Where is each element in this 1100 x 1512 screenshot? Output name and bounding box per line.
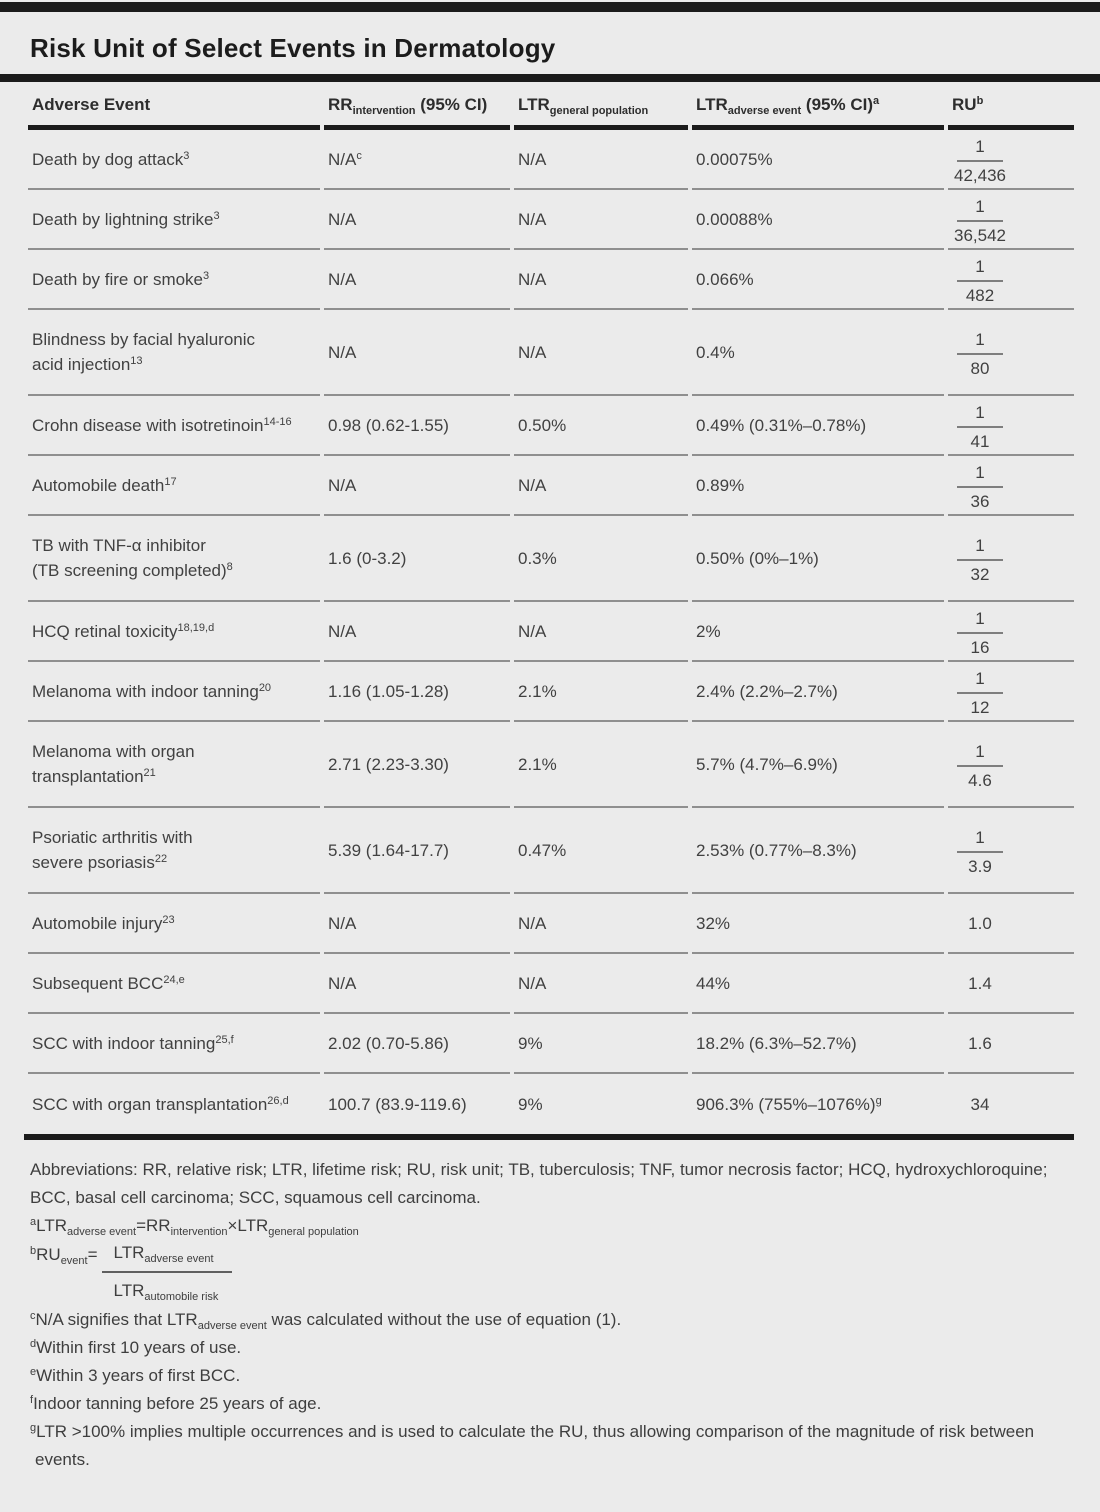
rr-intervention-cell: N/A xyxy=(324,190,510,250)
ru-value-box xyxy=(948,400,1012,451)
rr-intervention-cell: N/A xyxy=(324,250,510,310)
superscript: 24,e xyxy=(163,973,185,986)
adverse-event-cell xyxy=(28,894,320,954)
ru-value-box xyxy=(948,971,1012,996)
superscript: g xyxy=(875,1094,882,1107)
ru-value: 1.0 xyxy=(968,913,992,933)
adverse-event-text: HCQ retinal toxicity$^{18,19,d}$ xyxy=(32,621,215,641)
ru-value-box xyxy=(948,739,1012,790)
top-rule xyxy=(0,2,1100,12)
fraction-numerator: 1 xyxy=(957,330,1002,355)
superscript: 3 xyxy=(213,209,220,222)
ltr-adverse-event-cell: 32% xyxy=(692,894,944,954)
table-row xyxy=(28,190,1074,250)
ltr-general-population-cell: N/A xyxy=(514,954,688,1014)
rr-intervention-cell: $N/A^c$ xyxy=(324,130,510,190)
ltr-general-population-cell: N/A xyxy=(514,894,688,954)
table-row xyxy=(28,602,1074,662)
footnote-d: $^d$Within first 10 years of use. xyxy=(30,1338,242,1357)
adverse-event-cell xyxy=(28,602,320,662)
rr-intervention-cell: 2.02 (0.70-5.86) xyxy=(324,1014,510,1074)
ru-value: 34 xyxy=(970,1094,990,1114)
fraction-denominator: 41 xyxy=(970,431,990,451)
table-bottom-rule xyxy=(24,1134,1074,1140)
superscript: 22 xyxy=(154,853,168,865)
ru-value-box xyxy=(948,194,1012,245)
ltr-adverse-event-cell: 0.00075% xyxy=(692,130,944,190)
ltr-adverse-event-cell: 2.4% (2.2%–2.7%) xyxy=(692,662,944,722)
adverse-event-cell xyxy=(28,250,320,310)
subscript: intervention xyxy=(170,1226,228,1238)
column-header-ru: $RU^b$ xyxy=(948,82,1074,130)
ru-value-box xyxy=(948,327,1012,378)
adverse-event-text: (TB screening completed)$^8$ xyxy=(32,561,233,580)
rr-intervention-cell: N/A xyxy=(324,602,510,662)
ru-fraction xyxy=(957,669,1002,717)
fraction-numerator: 1 xyxy=(957,463,1002,488)
ltr-adverse-event-cell: 18.2% (6.3%–52.7%) xyxy=(692,1014,944,1074)
page-title: Risk Unit of Select Events in Dermatology xyxy=(30,33,556,63)
superscript: a xyxy=(30,1216,37,1228)
ru-cell xyxy=(948,310,1074,396)
subscript: intervention xyxy=(352,105,416,117)
adverse-event-text: Death by fire or smoke$^3$ xyxy=(32,269,210,289)
title-rule xyxy=(0,74,1100,82)
footnote-b xyxy=(30,1242,1080,1302)
fraction-denominator: 42,436 xyxy=(954,165,1006,185)
rr-intervention-cell: N/A xyxy=(324,456,510,516)
table-row xyxy=(28,1014,1074,1074)
ru-cell xyxy=(948,456,1074,516)
column-header-rr-intervention: $RR_{intervention}$ (95% CI) xyxy=(324,82,510,130)
table-row xyxy=(28,954,1074,1014)
fraction-denominator: 482 xyxy=(965,285,995,305)
subscript: general population xyxy=(268,1226,359,1238)
fraction-denominator: 4.6 xyxy=(968,770,992,790)
superscript: b xyxy=(976,95,984,107)
adverse-event-text: TB with TNF-α inhibitor xyxy=(32,536,206,555)
superscript: 17 xyxy=(164,475,177,488)
ltr-general-population-cell: N/A xyxy=(514,456,688,516)
adverse-event-cell xyxy=(28,130,320,190)
ru-fraction xyxy=(957,463,1002,511)
fraction-denominator: 32 xyxy=(970,564,990,584)
adverse-event-text: Melanoma with organ xyxy=(32,742,195,761)
footnotes xyxy=(30,1156,1080,1474)
fraction-denominator: 36 xyxy=(970,491,990,511)
ltr-adverse-event-cell: 5.7% (4.7%–6.9%) xyxy=(692,722,944,808)
ltr-general-population-cell: N/A xyxy=(514,310,688,396)
adverse-event-text: acid injection$^{13}$ xyxy=(32,355,143,374)
adverse-event-text: Melanoma with indoor tanning$^{20}$ xyxy=(32,681,272,701)
ltr-adverse-event-cell: 0.4% xyxy=(692,310,944,396)
superscript: 23 xyxy=(162,913,175,926)
adverse-event-cell xyxy=(28,456,320,516)
ru-cell xyxy=(948,894,1074,954)
ru-cell xyxy=(948,954,1074,1014)
fraction-numerator: 1 xyxy=(957,197,1002,222)
rr-intervention-cell: N/A xyxy=(324,954,510,1014)
table-row xyxy=(28,1074,1074,1134)
ltr-general-population-cell: 0.50% xyxy=(514,396,688,456)
ltr-general-population-cell: 2.1% xyxy=(514,662,688,722)
fraction-numerator: 1 xyxy=(957,669,1002,694)
footnote-b-fraction xyxy=(102,1242,233,1302)
ru-value-box xyxy=(948,254,1012,305)
table-row xyxy=(28,456,1074,516)
subscript: adverse event xyxy=(727,105,802,117)
ru-value-box xyxy=(948,134,1012,185)
adverse-event-text: Psoriatic arthritis with xyxy=(32,828,193,847)
rr-intervention-cell: 5.39 (1.64-17.7) xyxy=(324,808,510,894)
ru-fraction xyxy=(957,742,1002,790)
column-header-adverse-event: Adverse Event xyxy=(28,82,320,130)
ru-cell xyxy=(948,250,1074,310)
adverse-event-text: Subsequent BCC$^{24,e}$ xyxy=(32,973,185,993)
ltr-general-population-cell: 0.3% xyxy=(514,516,688,602)
fraction-numerator: 1 xyxy=(957,609,1002,634)
ltr-general-population-cell: N/A xyxy=(514,190,688,250)
adverse-event-text: SCC with indoor tanning$^{25,f}$ xyxy=(32,1033,234,1053)
adverse-event-cell xyxy=(28,310,320,396)
superscript: 13 xyxy=(130,355,143,367)
table-row xyxy=(28,894,1074,954)
table-row xyxy=(28,130,1074,190)
superscript: g xyxy=(30,1422,37,1434)
fraction-denominator: 36,542 xyxy=(954,225,1006,245)
fraction-denominator: 12 xyxy=(970,697,990,717)
table-row xyxy=(28,516,1074,602)
ltr-adverse-event-cell: 906.3% $(755\%-1076\%)^g$ xyxy=(696,1094,882,1114)
adverse-event-text: Crohn disease with isotretinoin$^{14-16}$ xyxy=(32,415,292,435)
table-row xyxy=(28,662,1074,722)
ru-cell xyxy=(948,662,1074,722)
superscript: c xyxy=(30,1310,36,1322)
table-row xyxy=(28,808,1074,894)
rr-intervention-cell: 100.7 (83.9-119.6) xyxy=(328,1094,467,1114)
ltr-adverse-event-cell: 2.53% (0.77%–8.3%) xyxy=(692,808,944,894)
table-row xyxy=(28,310,1074,396)
rr-intervention-cell: 1.6 (0-3.2) xyxy=(324,516,510,602)
adverse-event-cell xyxy=(28,662,320,722)
ru-cell xyxy=(948,808,1074,894)
adverse-event-text: Death by dog attack$^3$ xyxy=(32,149,190,169)
superscript: 14-16 xyxy=(263,415,292,428)
rr-intervention-cell: 1.16 (1.05-1.28) xyxy=(324,662,510,722)
ltr-general-population-cell: N/A xyxy=(514,250,688,310)
footnote-e: $^e$Within 3 years of first BCC. xyxy=(30,1366,241,1385)
ru-fraction xyxy=(957,609,1002,657)
superscript: 25,f xyxy=(215,1033,234,1046)
ru-cell xyxy=(948,190,1074,250)
ltr-general-population-cell: N/A xyxy=(514,602,688,662)
fraction-denominator: 3.9 xyxy=(968,856,992,876)
ru-cell xyxy=(948,396,1074,456)
adverse-event-text: severe psoriasis$^{22}$ xyxy=(32,853,168,872)
adverse-event-text: Automobile injury$^{23}$ xyxy=(32,913,175,933)
ltr-adverse-event-cell: 0.00088% xyxy=(692,190,944,250)
fraction-numerator: 1 xyxy=(957,137,1002,162)
ru-value-box xyxy=(948,666,1012,717)
adverse-event-text: Blindness by facial hyaluronic xyxy=(32,330,256,349)
ru-fraction xyxy=(957,828,1002,876)
ru-value-box xyxy=(948,825,1012,876)
ltr-adverse-event-cell: 44% xyxy=(692,954,944,1014)
ru-cell xyxy=(948,130,1074,190)
risk-unit-table xyxy=(24,82,1078,1134)
table-row xyxy=(28,396,1074,456)
fraction-numerator: 1 xyxy=(957,403,1002,428)
ru-fraction xyxy=(957,330,1002,378)
subscript: automobile risk xyxy=(144,1291,219,1303)
abbreviations-note: Abbreviations: RR, relative risk; LTR, lifetime risk; RU, risk unit; TB, tuberculosis; TNF, tumor necrosis factor; HCQ, hydroxychloroquine; BCC, basal cell carcinoma; SCC, squamous cell carcinoma. xyxy=(30,1160,1048,1207)
footnote-f: $^f$Indoor tanning before 25 years of age. xyxy=(30,1394,322,1413)
ru-value-box xyxy=(948,1031,1012,1056)
superscript: 8 xyxy=(226,561,233,573)
superscript: 3 xyxy=(203,269,210,282)
rr-intervention-cell: 2.71 (2.23-3.30) xyxy=(324,722,510,808)
footnote-b-denominator: $LTR_{automobile risk}$ xyxy=(113,1281,219,1303)
footnote-b-numerator: $LTR_{adverse event}$ xyxy=(102,1242,233,1273)
subscript: general population xyxy=(549,105,649,117)
adverse-event-text: Death by lightning strike$^3$ xyxy=(32,209,220,229)
adverse-event-cell xyxy=(28,516,320,602)
footnote-b-prefix: $^bRU_{event}=$ xyxy=(30,1245,98,1267)
table-row xyxy=(28,722,1074,808)
subscript: adverse event xyxy=(66,1226,137,1238)
table-header-row xyxy=(28,82,1074,130)
ru-cell xyxy=(948,1074,1074,1134)
superscript: a xyxy=(872,95,880,107)
column-header-ltr-general-population: $LTR_{general population}$ xyxy=(514,82,688,130)
ru-fraction xyxy=(953,137,1007,185)
ru-cell xyxy=(948,1014,1074,1074)
ru-value-box xyxy=(948,1092,1012,1117)
ru-value-box xyxy=(948,606,1012,657)
ru-cell xyxy=(948,602,1074,662)
superscript: 3 xyxy=(183,149,190,162)
ltr-general-population-cell: 9% xyxy=(518,1094,543,1114)
adverse-event-cell xyxy=(28,1074,320,1134)
adverse-event-text: Automobile death$^{17}$ xyxy=(32,475,177,495)
ru-value: 1.4 xyxy=(968,973,992,993)
fraction-denominator: 80 xyxy=(970,358,990,378)
page xyxy=(0,2,1100,1474)
ru-value-box xyxy=(948,533,1012,584)
superscript: 18,19,d xyxy=(177,621,215,634)
rr-intervention-cell: 0.98 (0.62-1.55) xyxy=(324,396,510,456)
ltr-adverse-event-cell: 0.49% (0.31%–0.78%) xyxy=(692,396,944,456)
ru-fraction xyxy=(953,197,1007,245)
ltr-general-population-cell: 0.47% xyxy=(514,808,688,894)
fraction-numerator: 1 xyxy=(957,742,1002,767)
ru-value-box xyxy=(948,460,1012,511)
ltr-general-population-cell: 2.1% xyxy=(514,722,688,808)
subscript: adverse event xyxy=(197,1320,267,1332)
fraction-numerator: 1 xyxy=(957,257,1002,282)
adverse-event-cell xyxy=(28,954,320,1014)
superscript: e xyxy=(30,1366,37,1378)
subscript: event xyxy=(60,1255,88,1267)
superscript: d xyxy=(30,1338,37,1350)
table-row xyxy=(28,250,1074,310)
column-header-ltr-adverse-event: $LTR_{adverse event}$ (95% CI)$^a$ xyxy=(692,82,944,130)
adverse-event-text: transplantation$^{21}$ xyxy=(32,767,156,786)
adverse-event-cell xyxy=(28,190,320,250)
ltr-general-population-cell: 9% xyxy=(514,1014,688,1074)
rr-intervention-cell: N/A xyxy=(324,310,510,396)
adverse-event-text: SCC with organ transplantation$^{26,d}$ xyxy=(32,1094,289,1114)
footnote-c: $^c$N/A signifies that $LTR_{adverse event}$ was calculated without the use of equation (1). xyxy=(30,1310,622,1332)
ru-value: 1.6 xyxy=(968,1033,992,1053)
footnote-g: $^g$LTR >100% implies multiple occurrences and is used to calculate the RU, thus allowing comparison of the magnitude of risk between events. xyxy=(30,1422,1035,1469)
ru-fraction xyxy=(957,257,1002,305)
ru-fraction xyxy=(957,536,1002,584)
fraction-denominator: 16 xyxy=(970,637,990,657)
superscript: 21 xyxy=(143,767,156,779)
superscript: 20 xyxy=(258,681,272,694)
fraction-numerator: 1 xyxy=(957,828,1002,853)
superscript: b xyxy=(30,1245,37,1257)
ru-fraction xyxy=(957,403,1002,451)
adverse-event-cell xyxy=(28,1014,320,1074)
subscript: adverse event xyxy=(144,1253,214,1265)
adverse-event-cell xyxy=(28,808,320,894)
ru-cell xyxy=(948,516,1074,602)
ru-value-box xyxy=(948,911,1012,936)
ltr-general-population-cell: N/A xyxy=(514,130,688,190)
rr-intervention-cell: N/A xyxy=(324,894,510,954)
footnote-a: $^aLTR_{adverse event}=RR_{intervention}\times LTR_{general population}$ xyxy=(30,1216,359,1238)
ltr-adverse-event-cell: 0.066% xyxy=(692,250,944,310)
ltr-adverse-event-cell: 0.89% xyxy=(692,456,944,516)
superscript: 26,d xyxy=(267,1094,289,1107)
ltr-adverse-event-cell: 0.50% (0%–1%) xyxy=(692,516,944,602)
adverse-event-cell xyxy=(28,722,320,808)
adverse-event-cell xyxy=(28,396,320,456)
fraction-numerator: 1 xyxy=(957,536,1002,561)
ltr-adverse-event-cell: 2% xyxy=(692,602,944,662)
superscript: f xyxy=(30,1394,34,1406)
superscript: c xyxy=(356,149,362,162)
ru-cell xyxy=(948,722,1074,808)
